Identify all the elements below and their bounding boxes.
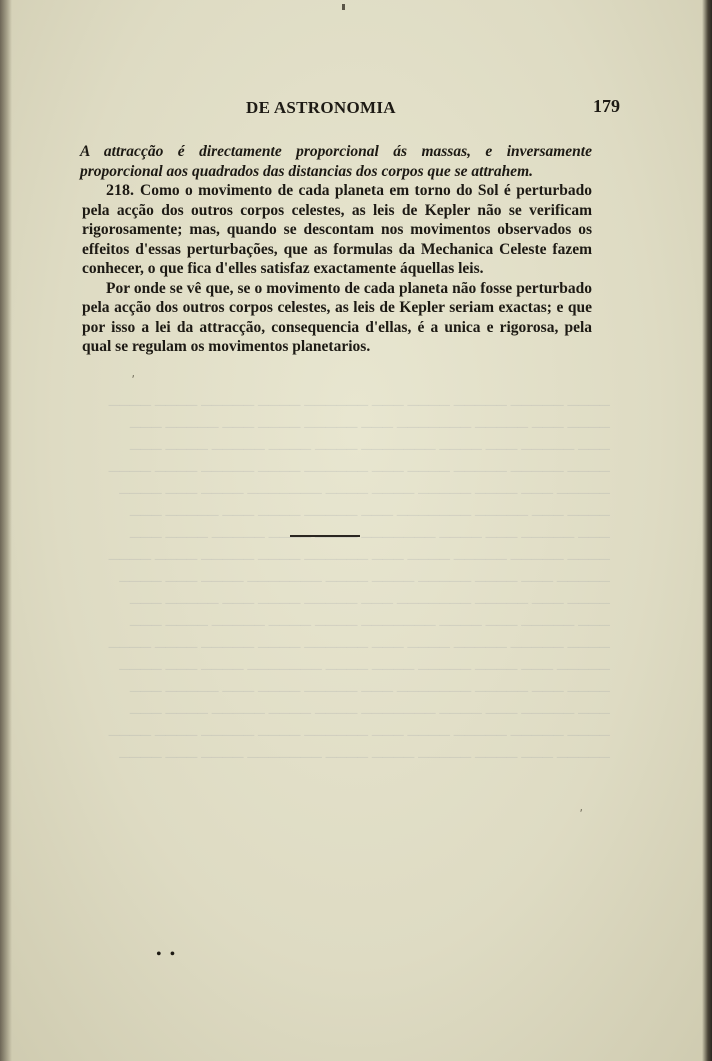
section-divider bbox=[290, 535, 360, 537]
section-number: 218. bbox=[106, 182, 134, 199]
page-gutter-shadow bbox=[0, 0, 12, 1061]
running-title: DE ASTRONOMIA bbox=[246, 98, 396, 117]
footer-dots: • • bbox=[156, 946, 178, 963]
paragraph-218 bbox=[82, 181, 592, 279]
law-statement-text: A attracção é directamente proporcional ás massas, e inversamente proporcional aos quadrados das distancias dos corpos que se attrahem. bbox=[80, 143, 592, 180]
top-mark bbox=[342, 4, 345, 10]
stray-mark: ʹ bbox=[132, 372, 135, 386]
show-through-text: ──── ───── ───── ──── ─── ────── ──── ───── ──── ──── ──── ─── ───── ─────── ─── ───── ──── ─── ───── ─── ─── ───── ─── ──── ─────── ──── ──── ───── ──── ─── ──── ───── ───── ──── ─── ────── ──── ───── ──── ──── ───── ─── ──── ───── ──── ──── ─────── ──── ─── ──── ──── ─── ───── ─────── ─── ───── ──── ─── ───── ─── ─── ───── ─── ──── ─────── ──── ──── ───── ──── ─── ──── ───── ───── ──── ─── ────── ──── ───── ──── ──── ───── ─── ──── ───── ──── ──── ─────── ──── ─── ──── ──── ─── ───── ─────── ─── ───── ──── ─── ───── ─── ─── ───── ─── ──── ─────── ──── ──── ───── ──── ─── ──── ───── ───── ──── ─── ────── ──── ───── ──── ──── ───── ─── ──── ───── ──── ──── ─────── ──── ─── ──── ──── ─── ───── ─────── ─── ───── ──── ─── ───── ─── ─── ───── ─── ──── ─────── ──── ──── ───── ──── ─── ──── ───── ───── ──── ─── ────── ──── ───── ──── ──── ───── ─── ──── ───── ──── ──── ─────── ──── ─── ──── bbox=[108, 398, 610, 766]
page-header bbox=[60, 96, 620, 126]
paragraph-1-text: Como o movimento de cada planeta em torno do Sol é perturbado pela acção dos outros corpos celestes, as leis de Kepler não se verificam rigorosamente; mas, quando se descontam nos movimentos observados os effeitos d'essas perturbações, que as formulas da Mechanica Celeste fazem conhecer, o que fica d'elles satisfaz exactamente áquellas leis. bbox=[82, 182, 592, 277]
law-statement bbox=[80, 142, 592, 181]
paragraph-2 bbox=[82, 279, 592, 357]
page-edge-shadow bbox=[702, 0, 712, 1061]
body-text bbox=[82, 142, 592, 357]
page-number: 179 bbox=[593, 96, 620, 116]
paragraph-2-text: Por onde se vê que, se o movimento de cada planeta não fosse perturbado pela acção dos outros corpos celestes, as leis de Kepler seriam exactas; e que por isso a lei da attracção, consequencia d'ellas, é a unica e rigorosa, pela qual se regulam os movimentos planetarios. bbox=[82, 279, 592, 355]
stray-mark: ʹ bbox=[580, 806, 583, 820]
